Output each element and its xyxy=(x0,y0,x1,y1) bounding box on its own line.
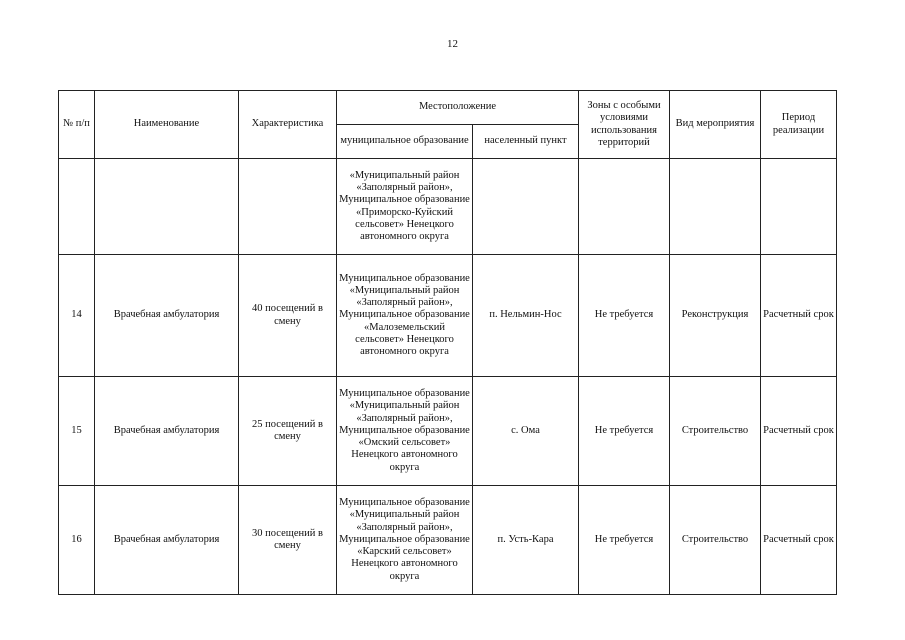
header-row-1 xyxy=(59,91,837,125)
table-row xyxy=(59,255,837,377)
cell-period: Расчетный срок xyxy=(761,486,837,595)
cell-municipal: Муниципальное образование «Муниципальный район «Заполярный район», Муниципальное образование «Омский сельсовет» Ненецкого автономного округа xyxy=(337,377,473,486)
cell-zones: Не требуется xyxy=(579,255,670,377)
cell-num: 14 xyxy=(59,255,95,377)
cell-measure xyxy=(670,159,761,255)
header-num: № п/п xyxy=(59,91,95,159)
page-number: 12 xyxy=(447,38,458,50)
header-name: Наименование xyxy=(95,91,239,159)
cell-name: Врачебная амбулатория xyxy=(95,255,239,377)
cell-name: Врачебная амбулатория xyxy=(95,377,239,486)
table-row xyxy=(59,486,837,595)
cell-characteristic: 40 посещений в смену xyxy=(239,255,337,377)
cell-zones: Не требуется xyxy=(579,486,670,595)
cell-measure: Реконструкция xyxy=(670,255,761,377)
cell-measure: Строительство xyxy=(670,377,761,486)
cell-num: 16 xyxy=(59,486,95,595)
cell-characteristic: 25 посещений в смену xyxy=(239,377,337,486)
header-settlement: населенный пункт xyxy=(473,125,579,159)
cell-zones: Не требуется xyxy=(579,377,670,486)
table-row-continuation xyxy=(59,159,837,255)
header-characteristic: Характеристика xyxy=(239,91,337,159)
cell-num xyxy=(59,159,95,255)
cell-period xyxy=(761,159,837,255)
cell-name: Врачебная амбулатория xyxy=(95,486,239,595)
cell-characteristic: 30 посещений в смену xyxy=(239,486,337,595)
cell-settlement xyxy=(473,159,579,255)
cell-settlement: с. Ома xyxy=(473,377,579,486)
cell-name xyxy=(95,159,239,255)
header-zones: Зоны с особыми условиями использования территорий xyxy=(579,91,670,159)
facilities-table xyxy=(58,90,837,595)
cell-num: 15 xyxy=(59,377,95,486)
header-period: Период реализации xyxy=(761,91,837,159)
cell-settlement: п. Нельмин-Нос xyxy=(473,255,579,377)
cell-zones xyxy=(579,159,670,255)
table-row xyxy=(59,377,837,486)
header-location: Местоположение xyxy=(337,91,579,125)
cell-settlement: п. Усть-Кара xyxy=(473,486,579,595)
cell-characteristic xyxy=(239,159,337,255)
cell-measure: Строительство xyxy=(670,486,761,595)
cell-period: Расчетный срок xyxy=(761,377,837,486)
cell-municipal: Муниципальное образование «Муниципальный район «Заполярный район», Муниципальное образование «Малоземельский сельсовет» Ненецкого автономного округа xyxy=(337,255,473,377)
cell-municipal: Муниципальное образование «Муниципальный район «Заполярный район», Муниципальное образование «Карский сельсовет» Ненецкого автономного округа xyxy=(337,486,473,595)
header-municipal: муниципальное образование xyxy=(337,125,473,159)
cell-period: Расчетный срок xyxy=(761,255,837,377)
cell-municipal: «Муниципальный район «Заполярный район», Муниципальное образование «Приморско-Куйский сельсовет» Ненецкого автономного округа xyxy=(337,159,473,255)
header-measure: Вид мероприятия xyxy=(670,91,761,159)
